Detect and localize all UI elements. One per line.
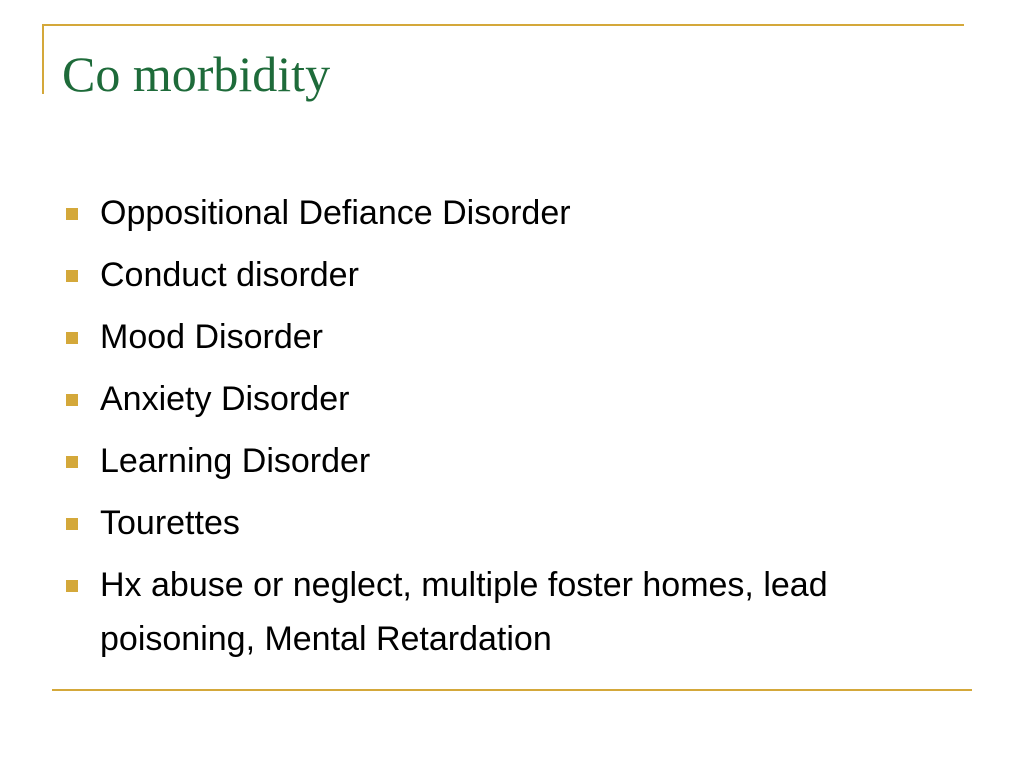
bullet-item [62, 372, 962, 426]
left-border-line [42, 24, 44, 94]
bullet-item [62, 248, 962, 302]
square-bullet-icon [66, 270, 78, 282]
top-border-line [42, 24, 964, 26]
square-bullet-icon [66, 332, 78, 344]
square-bullet-icon [66, 208, 78, 220]
bullet-item [62, 310, 962, 364]
bottom-divider-line [52, 689, 972, 691]
bullet-text: Learning Disorder [100, 442, 371, 480]
square-bullet-icon [66, 456, 78, 468]
square-bullet-icon [66, 394, 78, 406]
bullet-item [62, 434, 962, 488]
bullet-item [62, 496, 962, 550]
bullet-item [62, 186, 962, 240]
bullet-text: Mood Disorder [100, 318, 323, 356]
square-bullet-icon [66, 518, 78, 530]
bullet-text: Oppositional Defiance Disorder [100, 194, 571, 232]
bullet-text: Conduct disorder [100, 256, 359, 294]
square-bullet-icon [66, 580, 78, 592]
bullet-text: Anxiety Disorder [100, 380, 350, 418]
bullet-text: Tourettes [100, 504, 240, 542]
slide-title: Co morbidity [62, 46, 331, 102]
bullet-item [62, 558, 962, 666]
bullet-list [62, 186, 962, 674]
bullet-text: Hx abuse or neglect, multiple foster homes, lead poisoning, Mental Retardation [100, 566, 828, 658]
